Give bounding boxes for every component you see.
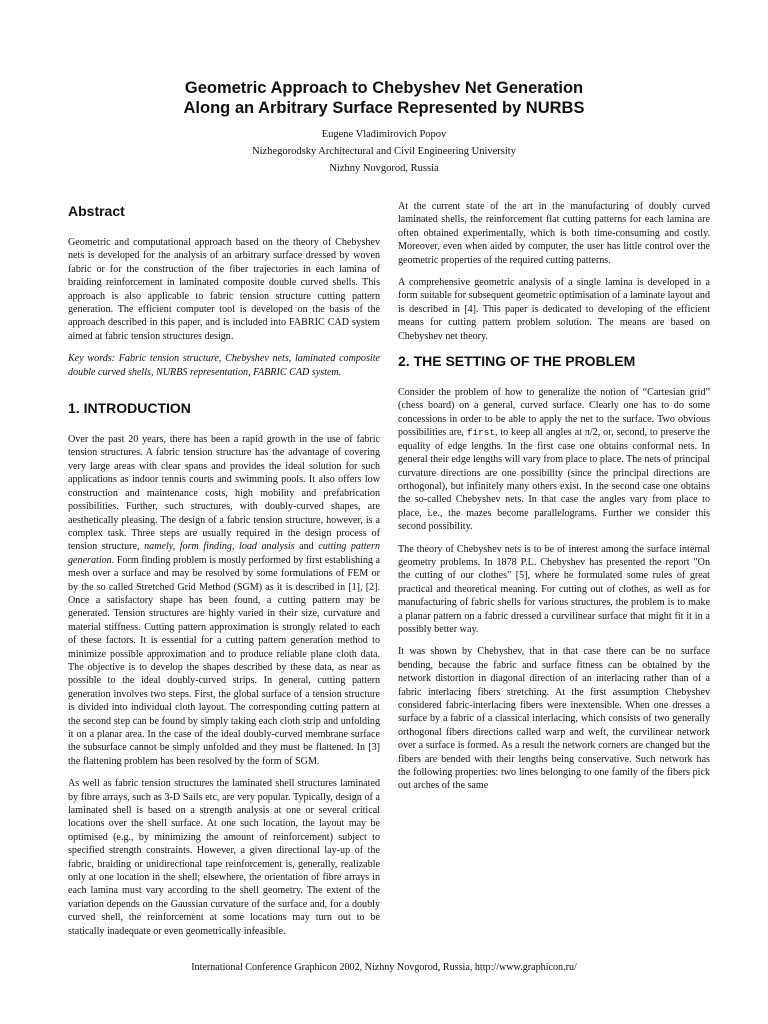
text-run: , to keep all angles at π/2, or, second, to preserve the equality of edge lengths. In the first case one obtains conformal nets. In general their edge lengths will vary from place to place. The nets of principal curvature directions are one possibility (since the principal directions are orthogonal), but infinitely many others exist. In the second case one obtains the so-called Chebyshev nets. In that case the angles vary from place to place, i.e., the mazes become parallelograms. Further we consider this second possibility. [398,427,710,533]
italic-run: cutting pattern generation [68,541,381,566]
author-block [0,126,768,177]
author-location: Nizhny Novgorod, Russia [329,163,439,174]
section-1-paragraph-1 [68,433,380,768]
abstract-text: Geometric and computational approach based on the theory of Chebyshev nets is developed for the analysis of an arbitrary surface dressed by woven fabric or for the construction of the fiber trajectories in each lamina of braiding reinforcement in laminated composite double curved shells. This approach is also applicable to fabric tension structure cutting pattern generation. The efficient computer tool is developed on the basis of the approach described in this paper, and is included into FABRIC CAD system aimed at fabric tension structures design. [68,237,380,342]
mono-run: first [466,427,495,439]
title-line-2: Along an Arbitrary Surface Represented by NURBS [183,99,585,117]
text-run: . Form finding problem is mostly performed by first establishing a mesh over a surface and may be resolved by some formulations of FEM or by the so called Stretched Grid Method (SGM) as it is described in [1], [2]. Once a satisfactory shape has been found, a cutting pattern may be generated. Tension structures are highly varied in their size, curvature and material stiffness. Cutting pattern approximation is strongly related to each of these factors. It is essential for a cutting pattern generation method to minimize possible approximation and to produce reliable plane cloth data. The objective is to develop the shapes described by these data, as near as possible to the ideal doubly-curved strips. In general, cutting pattern generation involves two steps. First, the global surface of a tension structure is divided into individual cloth layout. The corresponding cutting pattern at the second step can be found by simply taking each cloth strip and unfolding it on a planar area. In the case of the ideal doubly-curved membrane surface the subsurface cannot be simply unfolded and they must be flattened. In [3] the flattening problem has been resolved by the form of SGM. [68,554,380,767]
right-column [398,200,710,802]
text-run: and [294,541,319,553]
section-1-paragraph-2: As well as fabric tension structures the laminated shell structures laminated by fibre arrays, such as 3-D Sails etc, are very popular. Typically, design of a laminated shell is based on a strength analysis at one or several critical locations over the shell surface. At one such location, the layout may be optimised (e.g., by minimizing the amount of reinforcement) subject to specified strength constraints. However, a given directional lay-up of the fabric, braiding or unidirectional tape reinforcement is, generally, realizable only at one location in the shell; elsewhere, the orientation of fibre arrays in each lamina must vary according to the shell geometry. The extent of the variation depends on the Gaussian curvature of the surface and, for a doubly curved shell, the reinforcement at some locations may turn out to be statically inadequate or even geometrically infeasible. [68,778,380,937]
section-1-paragraph-3: At the current state of the art in the manufacturing of doubly curved laminated shells, the reinforcement flat cutting patterns for each lamina are often obtained experimentally, which is both time-consuming and costly. Moreover, even when aided by computer, the user has little control over the geometric properties of the required cutting patterns. [398,201,710,266]
author-name: Eugene Vladimirovich Popov [321,129,447,140]
text-run: Consider the problem of how to generalize the notion of “Cartesian grid” (chess board) on a general, curved surface. Clearly one has to do some concessions in order to be able to apply the net to the surface. Two obvious possibilities are, [398,387,710,439]
title-line-1: Geometric Approach to Chebyshev Net Generation [184,79,584,97]
author-affiliation: Nizhegorodsky Architectural and Civil Engineering University [252,146,516,157]
page-footer: International Conference Graphicon 2002, Nizhny Novgorod, Russia, http://www.graphicon.ru/ [191,962,577,973]
text-run: Over the past 20 years, there has been a rapid growth in the use of fabric tension structures. A fabric tension structure has the advantage of covering very large areas with clear spans and provides the ideal solution for such applications as indoor tennis courts and swimming pools. It also offers low construction and maintenance costs, high mobility and prefabrication possibilities. Further, such structures, with doubly-curved shapes, are aesthetically pleasing. The design of a fabric tension structure, however, is a complex task. Three steps are usually required in the design process of tension structure, [68,434,380,553]
paper-title [0,78,768,118]
section-2-paragraph-2: The theory of Chebyshev nets is to be of interest among the surface internal geometry problems. In 1878 P.L. Chebyshev has presented the report "On the cutting of our clothes" [5], where he formulated some rules of great practical and theoretical meaning. For cutting out of clothes, as well as for manufacturing of fabric shells for various structures, the problem is to make a planar pattern on a fabric dressed a curvilinear surface that might fit it in a possibly better way. [398,543,710,635]
abstract-heading: Abstract [68,203,125,219]
keywords: Key words: Fabric tension structure, Chebyshev nets, laminated composite double curved shells, NURBS representation, FABRIC CAD system. [68,353,380,378]
italic-run: namely, form finding, load analysis [144,541,295,553]
section-2-paragraph-1 [398,386,710,533]
section-2-paragraph-3: It was shown by Chebyshev, that in that case there can be no surface bending, because the fabric and surface fitness can be obtained by the network distortion in diagonal direction of an interlacing rather than of a fabric interlacing fibers stretching. At the first assumption Chebyshev considered fabric-interlacing fibers were inextensible. When one dresses a surface by a fabric of a classical interlacing, which consists of two generally orthogonal fibers directions called warp and weft, the curvilinear network over a surface is formed. As a result the network corners are changed but the fibers are bended with their lengths being conservative. Such network has the following properties: two lines belonging to one family of the fibers pick out arches of the same [398,646,710,792]
section-2-heading: 2. THE SETTING OF THE PROBLEM [398,353,636,370]
left-column [68,200,380,947]
section-1-paragraph-4: A comprehensive geometric analysis of a single lamina is developed in a form suitable for subsequent geometric optimisation of a laminate layout and is described in [4]. This paper is dedicated to developing of the efficient means for cutting pattern problem solution. The means are based on Chebyshev net theory. [398,277,710,342]
section-1-heading: 1. INTRODUCTION [68,400,191,417]
